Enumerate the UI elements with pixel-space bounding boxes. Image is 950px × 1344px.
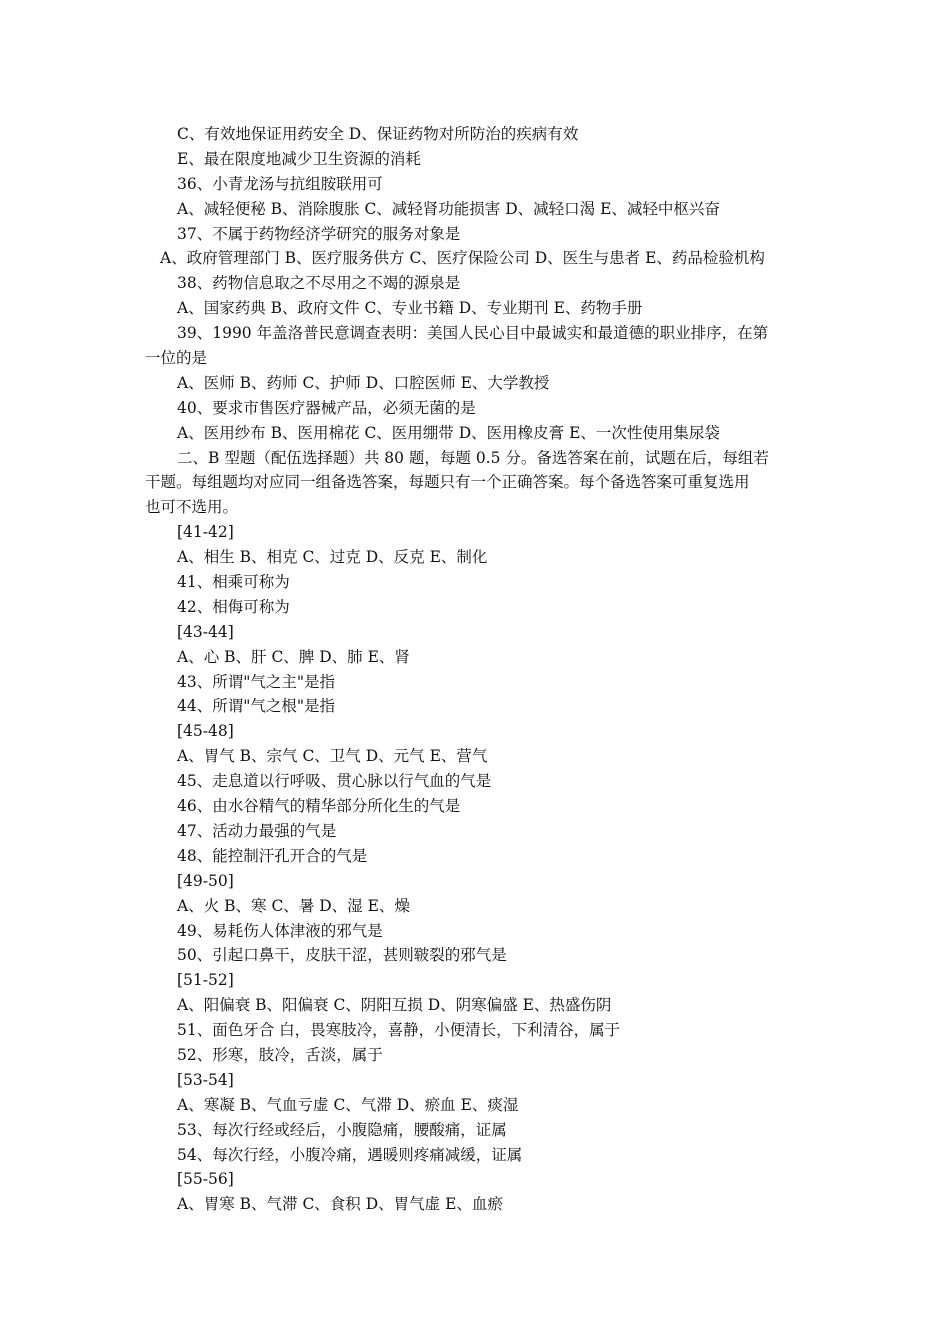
question-line: 40、要求市售医疗器械产品，必须无菌的是 — [177, 398, 476, 417]
section-heading-line: 也可不选用。 — [145, 498, 239, 517]
question-line: 46、由水谷精气的精华部分所化生的气是 — [177, 797, 461, 816]
options-line: A、心 B、肝 C、脾 D、肺 E、肾 — [177, 647, 410, 666]
options-line: A、寒凝 B、气血亏虚 C、气滞 D、瘀血 E、痰湿 — [177, 1095, 519, 1114]
question-line: 53、每次行经或经后，小腹隐痛，腰酸痛，证属 — [177, 1120, 507, 1139]
options-line: A、政府管理部门 B、医疗服务供方 C、医疗保险公司 D、医生与患者 E、药品检验机构 — [160, 249, 765, 268]
question-line: 37、不属于药物经济学研究的服务对象是 — [177, 224, 461, 243]
question-line: 47、活动力最强的气是 — [177, 821, 337, 840]
group-label: [41-42] — [177, 523, 234, 542]
options-line: A、医师 B、药师 C、护师 D、口腔医师 E、大学教授 — [177, 373, 550, 392]
question-line: 42、相侮可称为 — [177, 597, 290, 616]
question-line: 38、药物信息取之不尽用之不竭的源泉是 — [177, 274, 461, 293]
options-line: A、相生 B、相克 C、过克 D、反克 E、制化 — [177, 548, 488, 567]
options-line: A、胃寒 B、气滞 C、食积 D、胃气虚 E、血瘀 — [177, 1195, 503, 1214]
options-line: A、胃气 B、宗气 C、卫气 D、元气 E、营气 — [177, 747, 488, 766]
group-label: [55-56] — [177, 1170, 234, 1189]
question-line: 50、引起口鼻干，皮肤干涩，甚则皲裂的邪气是 — [177, 946, 507, 965]
options-line: A、国家药典 B、政府文件 C、专业书籍 D、专业期刊 E、药物手册 — [177, 299, 643, 318]
text-line: E、最在限度地减少卫生资源的消耗 — [177, 149, 421, 168]
section-heading-line: 干题。每组题均对应同一组备选答案，每题只有一个正确答案。每个备选答案可重复选用 — [145, 473, 750, 492]
document-page — [145, 122, 813, 1217]
question-line: 48、能控制汗孔开合的气是 — [177, 846, 368, 865]
question-line: 41、相乘可称为 — [177, 573, 290, 592]
text-line: C、有效地保证用药安全 D、保证药物对所防治的疾病有效 — [177, 125, 579, 143]
question-line: 43、所谓"气之主"是指 — [177, 672, 335, 691]
group-label: [49-50] — [177, 871, 234, 890]
question-line-continued: 一位的是 — [145, 349, 208, 368]
question-line: 36、小青龙汤与抗组胺联用可 — [177, 174, 383, 193]
options-line: A、火 B、寒 C、暑 D、湿 E、燥 — [177, 896, 410, 915]
question-line: 52、形寒，肢冷，舌淡，属于 — [177, 1045, 383, 1064]
question-line: 54、每次行经，小腹冷痛，遇暖则疼痛减缓，证属 — [177, 1145, 523, 1164]
group-label: [43-44] — [177, 622, 234, 641]
question-line: 44、所谓"气之根"是指 — [177, 697, 335, 716]
group-label: [53-54] — [177, 1070, 234, 1089]
options-line: A、医用纱布 B、医用棉花 C、医用绷带 D、医用橡皮膏 E、一次性使用集尿袋 — [177, 423, 720, 442]
question-line: 51、面色牙合 白，畏寒肢冷，喜静，小便清长，下利清谷，属于 — [177, 1021, 621, 1040]
question-line: 45、走息道以行呼吸、贯心脉以行气血的气是 — [177, 772, 492, 791]
group-label: [45-48] — [177, 722, 234, 741]
question-line: 39、1990 年盖洛普民意调查表明：美国人民心目中最诚实和最道德的职业排序，在第 — [177, 324, 769, 343]
question-line: 49、易耗伤人体津液的邪气是 — [177, 921, 383, 940]
options-line: A、阳偏衰 B、阳偏衰 C、阴阳互损 D、阴寒偏盛 E、热盛伤阴 — [177, 996, 612, 1015]
group-label: [51-52] — [177, 971, 234, 990]
options-line: A、减轻便秘 B、消除腹胀 C、减轻肾功能损害 D、减轻口渴 E、减轻中枢兴奋 — [177, 199, 720, 218]
section-heading-line: 二、B 型题（配伍选择题）共 80 题，每题 0.5 分。备选答案在前，试题在后，每组若 — [177, 448, 769, 467]
